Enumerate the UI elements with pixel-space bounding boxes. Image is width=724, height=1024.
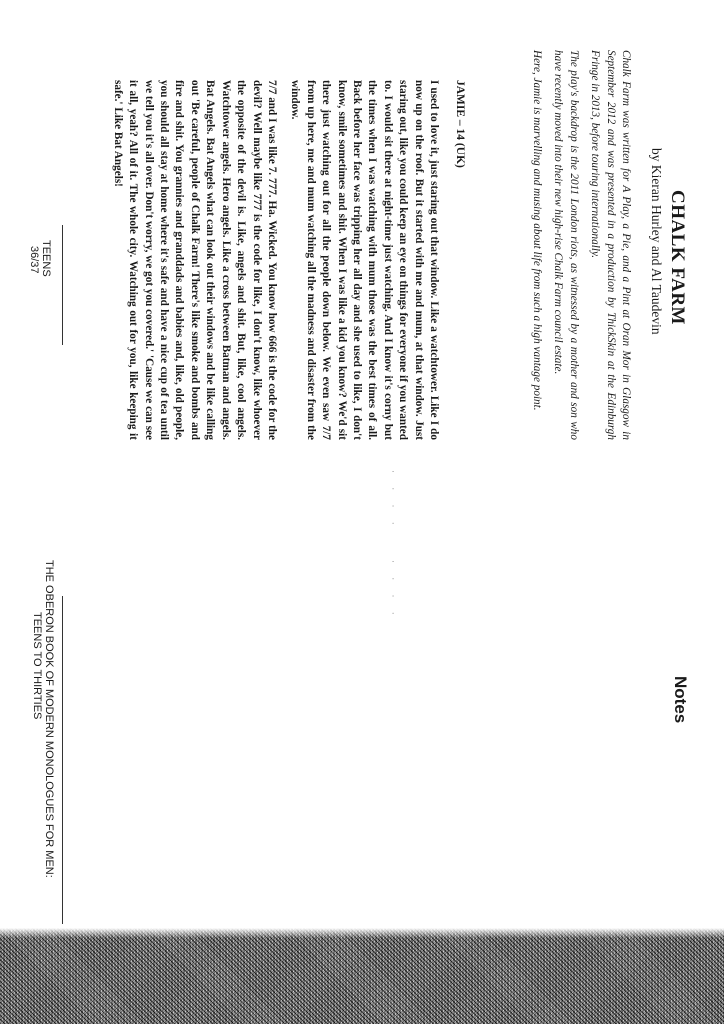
character-heading: JAMIE – 14 (UK)	[454, 80, 466, 168]
footer-section: TEENS	[40, 240, 52, 277]
intro-paragraph-2: The play's backdrop is the 2011 London riots, as witnessed by a mother and son who have recently moved into their new high-rise Chalk Farm council estate.	[552, 50, 580, 440]
monologue-block	[109, 80, 441, 440]
monologue-paragraph-1: I used to love it, just staring out that window. Like a watchtower. Like I do now up on the roof. But it started with me and mum, at that window. Just staring out, like you could keep an eye on things for everyone if you wanted to. I would sit there at night-time just watching. And I know it's corny but the times when I was watching with mum those was the best times of all. Back before her face was tripping her all day and she used to like, I don't know, smile sometimes and shit. When I was like a kid you know? We'd sit there just watching out for all the people down below. We even saw 7/7 from up here, me and mum watching all the madness and disaster from the window.	[289, 80, 440, 440]
scanner-edge-fade	[0, 928, 724, 938]
play-title: CHALK FARM	[667, 190, 688, 325]
scan-dots-left: · · · ·	[388, 470, 398, 531]
scan-dots-right: · · · ·	[388, 560, 398, 621]
scanner-edge-noise	[0, 928, 724, 1024]
intro-paragraph-1: Chalk Farm was written for A Play, a Pie, and a Pint at Oran Mor in Glasgow in September 2012 and was presented in a production by ThickSkin at the Edinburgh Fringe in 2013, before touring internationally.	[589, 50, 632, 440]
footer-rule-right	[62, 596, 63, 924]
intro-paragraph-3: Here, Jamie is marvelling and musing about life from such a high vantage point.	[530, 50, 543, 411]
monologue-paragraph-2: 7/7 and I was like 7. 777. Ha. Wicked. You know how 666 is the code for the devil? Well maybe like 777 is the code for like, I don't know, like whoever the opposite of the devil is. Like, angels and shit. But, like, cool angels. Watchtower angels. Hero angels. Like a cross between Batman and angels. Bat Angels. Bat Angels what can look out their windows and be like calling out 'Be careful, people of Chalk Farm! There's like smoke and bombs and fire and shit. You grannies and granddads and babies and, like, old people, you should all stay at home where it's safe and have a nice cup of tea until we tell you it's all over. Don't worry, we got you covered.' 'Cause we can see it all, yeah? All of it. The whole city. Watching out for you, like keeping it safe.' Like Bat Angels!	[111, 80, 278, 440]
play-byline: by Kieran Hurley and Al Taudevin	[649, 148, 664, 335]
footer-page-numbers: 36/37	[28, 246, 40, 274]
footer-rule-left	[62, 225, 63, 345]
intro-block	[529, 50, 633, 440]
book-title-line-2: TEENS TO THIRTIES	[31, 612, 43, 720]
book-title-line-1: THE OBERON BOOK OF MODERN MONOLOGUES FOR MEN:	[43, 560, 55, 878]
notes-heading: Notes	[671, 676, 690, 724]
